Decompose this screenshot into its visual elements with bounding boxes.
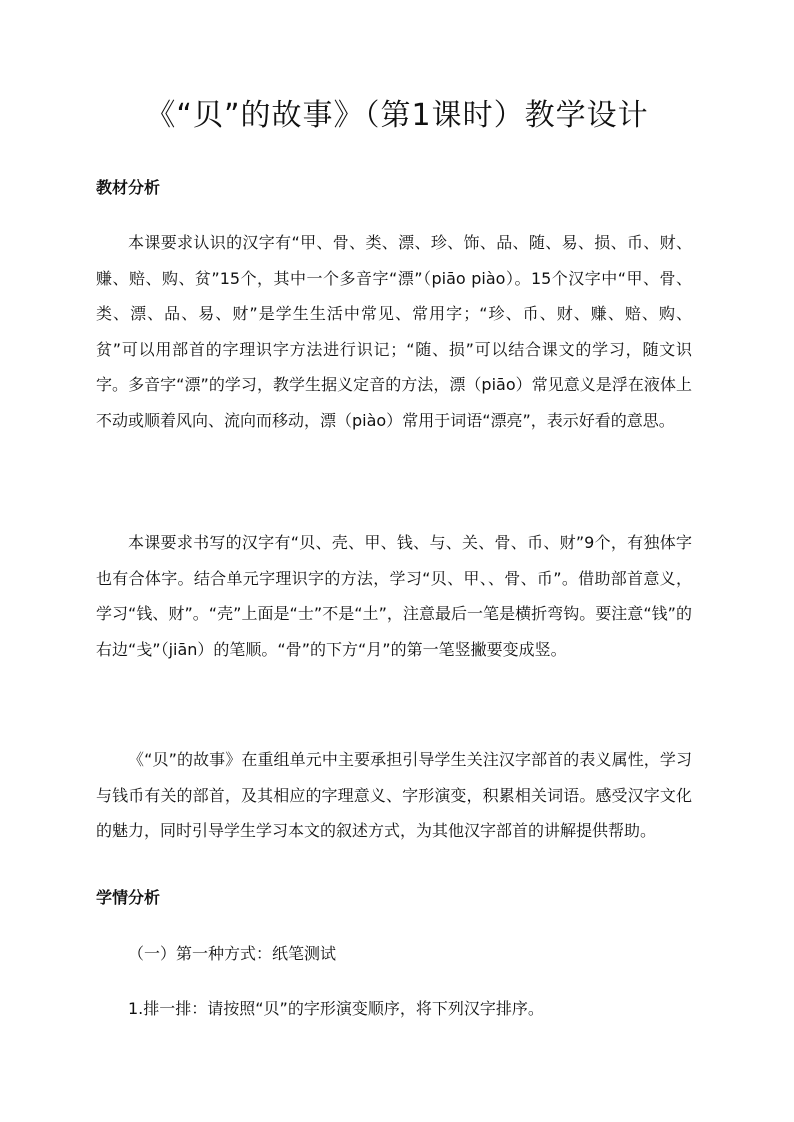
- section-heading-learner-analysis: 学情分析: [96, 888, 161, 907]
- paragraph-literacy-characters: 本课要求认识的汉字有“甲、骨、类、漂、珍、饰、品、随、易、损、币、财、赚、赔、购、贫”15个，其中一个多音字“漂”（piāo piào）。15个汉字中“甲、骨、类、漂、品、易、财”是学生生活中常见、常用字；“珍、币、财、赚、赔、购、贫”可以用部首的字理识字方法进行识记；“随、损”可以结合课文的学习，随文识字。多音字“漂”的学习，教学生据义定音的方法，漂（piāo）常见意义是浮在液体上不动或顺着风向、流向而移动，漂（piào）常用于词语“漂亮”，表示好看的意思。: [96, 233, 692, 430]
- list-item-task-one: 1.排一排：请按照“贝”的字形演变顺序，将下列汉字排序。: [128, 999, 544, 1018]
- section-heading-textbook-analysis: 教材分析: [96, 178, 161, 197]
- paragraph-writing-characters: 本课要求书写的汉字有“贝、壳、甲、钱、与、关、骨、币、财”9个，有独体字也有合体字。结合单元字理识字的方法，学习“贝、甲、、骨、币”。借助部首意义，学习“钱、财”。“壳”上面是“士”不是“土”，注意最后一笔是横折弯钩。要注意“钱”的右边“戋”（jiān）的笔顺。“骨”的下方“月”的第一笔竖撇要变成竖。: [96, 533, 692, 659]
- page-title: 《“贝”的故事》（第1课时）教学设计: [145, 98, 649, 133]
- paragraph-unit-role: 《“贝”的故事》在重组单元中主要承担引导学生关注汉字部首的表义属性，学习与钱币有关的部首，及其相应的字理意义、字形演变，积累相关词语。感受汉字文化的魅力，同时引导学生学习本文的叙述方式，为其他汉字部首的讲解提供帮助。: [96, 750, 692, 840]
- list-item-method-one: （一）第一种方式：纸笔测试: [128, 944, 337, 963]
